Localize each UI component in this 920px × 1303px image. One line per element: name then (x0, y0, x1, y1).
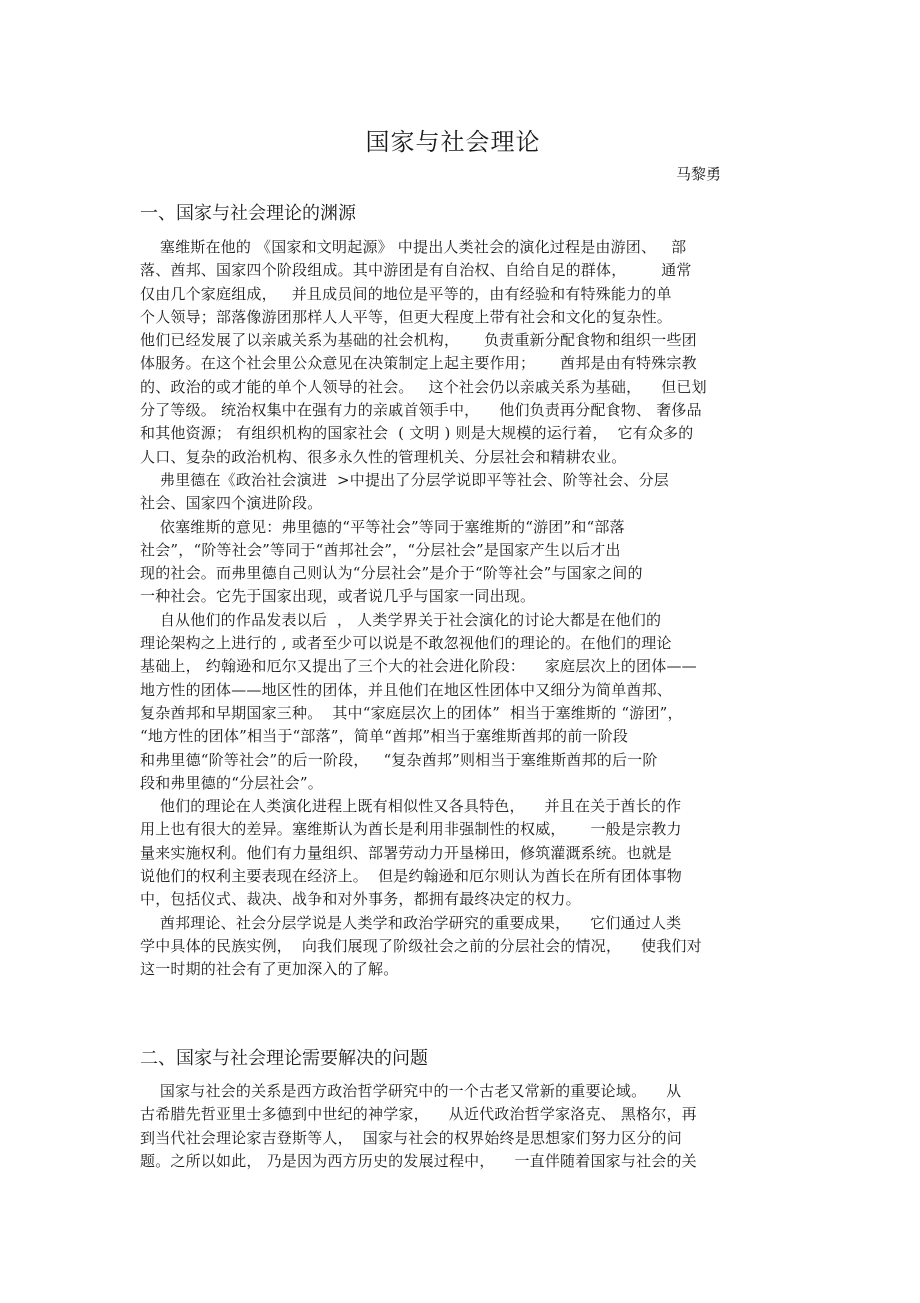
section-heading-2: 二、国家与社会理论需要解决的问题 (140, 1048, 428, 1069)
text-line: 依塞维斯的意见：弗里德的“平等社会”等同于塞维斯的“游团”和“部落 (140, 517, 625, 536)
text-line: 复杂酋邦和早期国家三种。 其中“家庭层次上的团体” 相当于塞维斯的 “游团”， (140, 703, 683, 722)
text-line: 学中具体的民族实例， 向我们展现了阶级社会之前的分层社会的情况， 使我们对 (140, 936, 702, 955)
text-line: 体服务。在这个社会里公众意见在决策制定上起主要作用； 酋邦是由有特殊宗教 (140, 354, 697, 373)
text-line: 中，包括仪式、裁决、战争和对外事务，都拥有最终决定的权力。 (140, 890, 581, 909)
text-line: 到当代社会理论家吉登斯等人， 国家与社会的权界始终是思想家们努力区分的问 (140, 1128, 682, 1147)
text-line: 社会、国家四个演进阶段。 (140, 494, 323, 513)
text-line: 用上也有很大的差异。塞维斯认为酋长是利用非强制性的权威， 一般是宗教力 (140, 820, 682, 839)
text-line: 国家与社会的关系是西方政治哲学研究中的一个古老又常新的重要论域。 从 (140, 1082, 682, 1100)
text-line: 他们已经发展了以亲戚关系为基础的社会机构， 负责重新分配食物和组织一些团 (140, 331, 697, 350)
text-line: 个人领导；部落像游团那样人人平等，但更大程度上带有社会和文化的复杂性。 (140, 307, 673, 326)
text-line: 地方性的团体——地区性的团体，并且他们在地区性团体中又细分为简单酋邦、 (140, 680, 673, 699)
text-line: 他们的理论在人类演化进程上既有相似性又各具特色， 并且在关于酋长的作 (140, 797, 682, 816)
section-body-2 (140, 1080, 780, 1173)
text-line: 塞维斯在他的 《国家和文明起源》 中提出人类社会的演化过程是由游团、 部 (140, 238, 687, 256)
section-body-1 (140, 236, 780, 982)
text-line: 古希腊先哲亚里士多德到中世纪的神学家， 从近代政治哲学家洛克、 黑格尔，再 (140, 1105, 697, 1124)
document-author: 马黎勇 (676, 165, 722, 183)
text-line: 一种社会。它先于国家出现，或者说几乎与国家一同出现。 (140, 587, 536, 606)
text-line: 量来实施权利。他们有力量组织、部署劳动力开垦梯田，修筑灌溉系统。也就是 (140, 843, 673, 862)
text-line: 题。之所以如此， 乃是因为西方历史的发展过程中， 一直伴随着国家与社会的关 (140, 1151, 697, 1170)
text-line: 基础上， 约翰逊和厄尔又提出了三个大的社会进化阶段： 家庭层次上的团体—— (140, 657, 697, 676)
text-line: 的、政治的或才能的单个人领导的社会。 这个社会仍以亲戚关系为基础， 但已划 (140, 377, 707, 396)
section-heading-1: 一、国家与社会理论的渊源 (140, 203, 356, 224)
text-line: 仅由几个家庭组成， 并且成员间的地位是平等的，由有经验和有特殊能力的单 (140, 284, 672, 303)
text-line: 和其他资源； 有组织机构的国家社会 ( 文明 ) 则是大规模的运行着， 它有众多的 (140, 424, 694, 443)
text-line: 这一时期的社会有了更加深入的了解。 (140, 960, 399, 979)
text-line: 人口、复杂的政治机构、很多永久性的管理机关、分层社会和精耕农业。 (140, 447, 627, 466)
text-line: 和弗里德“阶等社会”的后一阶段， “复杂酋邦”则相当于塞维斯酋邦的后一阶 (140, 750, 658, 769)
text-line: 分了等级。 统治权集中在强有力的亲戚首领手中， 他们负责再分配食物、 奢侈品 (140, 401, 702, 420)
text-line: 段和弗里德的“分层社会”。 (140, 773, 323, 792)
text-line: 社会”，“阶等社会”等同于“酋邦社会”，“分层社会”是国家产生以后才出 (140, 540, 621, 559)
document-title: 国家与社会理论 (365, 128, 541, 156)
text-line: 弗里德在《政治社会演进 >中提出了分层学说即平等社会、阶等社会、分层 (140, 470, 669, 489)
text-line: “地方性的团体”相当于“部落”，简单“酋邦”相当于塞维斯酋邦的前一阶段 (140, 727, 629, 746)
text-line: 现的社会。而弗里德自己则认为“分层社会”是介于“阶等社会”与国家之间的 (140, 564, 643, 583)
text-line: 说他们的权利主要表现在经济上。 但是约翰逊和厄尔则认为酋长在所有团体事物 (140, 867, 682, 886)
text-line: 酋邦理论、社会分层学说是人类学和政治学研究的重要成果， 它们通过人类 (140, 913, 682, 932)
text-line: 落、酋邦、国家四个阶段组成。其中游团是有自治权、自给自足的群体， 通常 (140, 261, 692, 280)
text-line: 自从他们的作品发表以后 ， 人类学界关于社会演化的讨论大都是在他们的 (140, 610, 662, 629)
text-line: 理论架构之上进行的 , 或者至少可以说是不敢忽视他们的理论的。在他们的理论 (140, 634, 672, 653)
